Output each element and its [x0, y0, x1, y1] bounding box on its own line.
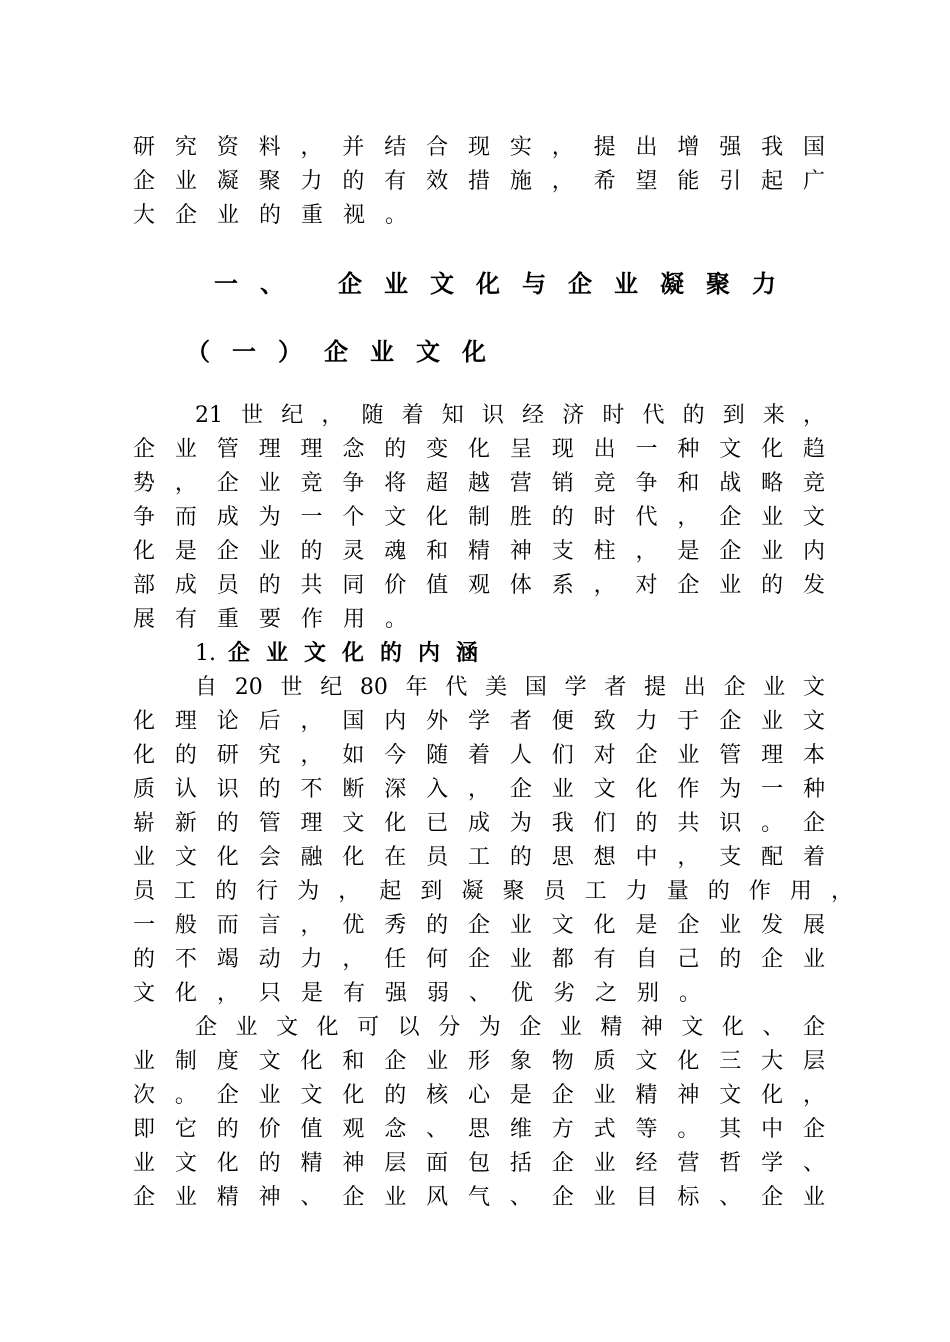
para3-line-1: 企业文化可以分为企业精神文化、企	[195, 1015, 825, 1040]
para1-line-1: 21世纪，随着知识经济时代的到来，	[195, 403, 825, 428]
para2-line-5: 崭新的管理文化已成为我们的共识。企	[133, 811, 825, 836]
section-heading	[214, 264, 798, 304]
para3-line-5: 业文化的精神层面包括企业经营哲学、	[133, 1151, 825, 1176]
intro-line-3: 大企业的重视。	[133, 203, 428, 228]
para3-line-4: 即它的价值观念、思维方式等。其中企	[133, 1117, 825, 1142]
para2-line-10: 文化，只是有强弱、优劣之别。	[133, 981, 722, 1006]
item-heading	[195, 637, 494, 671]
para1-line-3: 势，企业竞争将超越营销竞争和战略竞	[133, 471, 825, 496]
item-title: 企业文化的内涵	[228, 641, 495, 666]
para2-line-3: 化的研究，如今随着人们对企业管理本	[133, 743, 825, 768]
para2-line-6: 业文化会融化在员工的思想中，支配着	[133, 845, 825, 870]
intro-line-2: 企业凝聚力的有效措施，希望能引起广	[133, 169, 825, 194]
para2-line-4: 质认识的不断深入，企业文化作为一种	[133, 777, 825, 802]
para3-line-2: 业制度文化和企业形象物质文化三大层	[133, 1049, 825, 1074]
section-title: 企业文化与企业凝聚力	[338, 270, 798, 298]
item-number: 1.	[195, 641, 216, 666]
para3-line-6: 企业精神、企业风气、企业目标、企业	[133, 1185, 825, 1210]
para2-line-1: 自20世纪80年代美国学者提出企业文	[195, 675, 825, 700]
subsection-heading: （一）企业文化	[186, 338, 508, 366]
para1-line-6: 部成员的共同价值观体系，对企业的发	[133, 573, 825, 598]
para2-line-8: 一般而言，优秀的企业文化是企业发展	[133, 913, 825, 938]
intro-line-1: 研究资料，并结合现实，提出增强我国	[133, 135, 825, 160]
para3-line-3: 次。企业文化的核心是企业精神文化，	[133, 1083, 825, 1108]
para1-line-5: 化是企业的灵魂和精神支柱，是企业内	[133, 539, 825, 564]
section-number: 一、	[214, 270, 306, 298]
para1-line-4: 争而成为一个文化制胜的时代，企业文	[133, 505, 825, 530]
para2-line-7: 员工的行为，起到凝聚员工力量的作用，	[133, 879, 853, 904]
para2-line-9: 的不竭动力，任何企业都有自己的企业	[133, 947, 825, 972]
para1-line-7: 展有重要作用。	[133, 607, 428, 632]
para1-line-2: 企业管理理念的变化呈现出一种文化趋	[133, 437, 825, 462]
para2-line-2: 化理论后，国内外学者便致力于企业文	[133, 709, 825, 734]
